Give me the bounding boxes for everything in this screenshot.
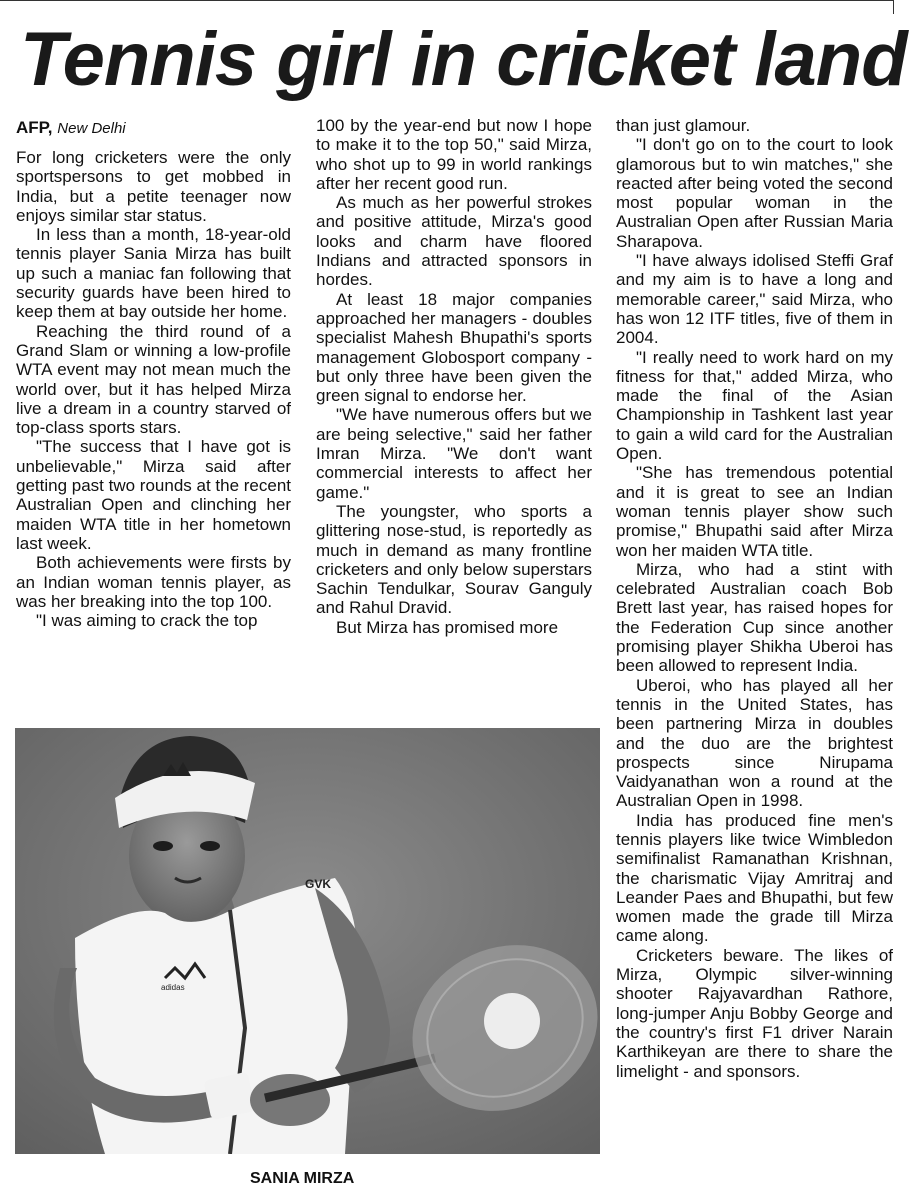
top-rule: [0, 0, 894, 1]
paragraph: "We have numerous offers but we are being selective," said her father Imran Mirza. "We don't want commercial interests to affect her game.": [316, 405, 592, 502]
byline-place: New Delhi: [57, 120, 126, 137]
tennis-ball: [484, 993, 540, 1049]
player-illustration: [15, 728, 600, 1154]
article-column-3: [616, 116, 893, 1081]
paragraph: Cricketers beware. The likes of Mirza, Olympic silver-winning shooter Rajyavardhan Rathore, long-jumper Anju Bobby George and the country's first F1 driver Narain Karthikeyan are there to share the limelight - and sponsors.: [616, 945, 893, 1081]
paragraph: At least 18 major companies approached her managers - doubles specialist Mahesh Bhupathi's sports management Globosport company - but only three have been given the green signal to endorse her.: [316, 289, 592, 406]
paragraph: Mirza, who had a stint with celebrated Australian coach Bob Brett last year, has raised hopes for the Federation Cup since another promising player Shikha Uberoi has been allowed to represent India.: [616, 559, 893, 676]
paragraph: Reaching the third round of a Grand Slam or winning a low-profile WTA event may not mean much the world over, but it has helped Mirza live a dream in a country starved of top-class sports stars.: [16, 321, 291, 438]
paragraph: "The success that I have got is unbelievable," Mirza said after getting past two rounds at the recent Australian Open and clinching her maiden WTA title in her hometown last week.: [16, 437, 292, 553]
shirt-sponsor: GVK: [305, 877, 332, 891]
paragraph: India has produced fine men's tennis players like twice Wimbledon semifinalist Ramanathan Krishnan, the charismatic Vijay Amritraj and Leander Paes and Bhupathi, but few women made the grade till Mirza came along.: [616, 810, 893, 946]
paragraph: than just glamour.: [616, 116, 751, 135]
paragraph: "She has tremendous potential and it is great to see an Indian woman tennis player show such promise," Bhupathi said after Mirza won her maiden WTA title.: [616, 463, 893, 560]
paragraph: In less than a month, 18-year-old tennis player Sania Mirza has built up such a maniac fan following that security guards have been hired to keep them at bay outside her home.: [16, 225, 291, 322]
paragraph: But Mirza has promised more: [336, 617, 559, 637]
paragraph: "I don't go on to the court to look glamorous but to win matches," she reacted after being voted the second most popular woman in the Australian Open after Russian Maria Sharapova.: [616, 135, 893, 251]
paragraph: "I really need to work hard on my fitness for that," added Mirza, who made the final of the Asian Championship in Tashkent last year to gain a wild card for the Australian Open.: [616, 347, 893, 464]
article-column-2: [316, 116, 592, 637]
headline: Tennis girl in cricket land: [20, 17, 907, 102]
paragraph: "I was aiming to crack the top: [36, 611, 258, 631]
paragraph: 100 by the year-end but now I hope to make it to the top 50," said Mirza, who shot up to 99 in world rankings after her recent good run.: [316, 116, 592, 193]
article-column-1: [16, 148, 291, 630]
side-rule: [893, 0, 894, 14]
paragraph: Uberoi, who has played all her tennis in the United States, has been partnering Mirza in doubles and the duo are the brightest prospects since Nirupama Vaidyanathan won a round at the Australian Open in 1998.: [616, 675, 893, 811]
paragraph: Both achievements were firsts by an Indian woman tennis player, as was her breaking into the top 100.: [16, 553, 291, 611]
shirt-logo: adidas: [161, 983, 185, 992]
paragraph: The youngster, who sports a glittering nose-stud, is reportedly as much in demand as many frontline cricketers and only below superstars Sachin Tendulkar, Sourav Ganguly and Rahul Dravid.: [316, 501, 592, 618]
photo-caption: SANIA MIRZA: [250, 1170, 355, 1187]
byline-agency: AFP,: [16, 118, 53, 137]
paragraph: "I have always idolised Steffi Graf and my aim is to have a long and memorable career," said Mirza, who has won 12 ITF titles, five of them in 2004.: [616, 251, 893, 348]
player-photo: [15, 728, 600, 1154]
paragraph: As much as her powerful strokes and positive attitude, Mirza's good looks and charm have floored Indians and attracted sponsors in hordes.: [316, 193, 592, 290]
paragraph: For long cricketers were the only sportspersons to get mobbed in India, but a petite teenager now enjoys similar star status.: [16, 148, 291, 225]
byline: [16, 118, 126, 138]
